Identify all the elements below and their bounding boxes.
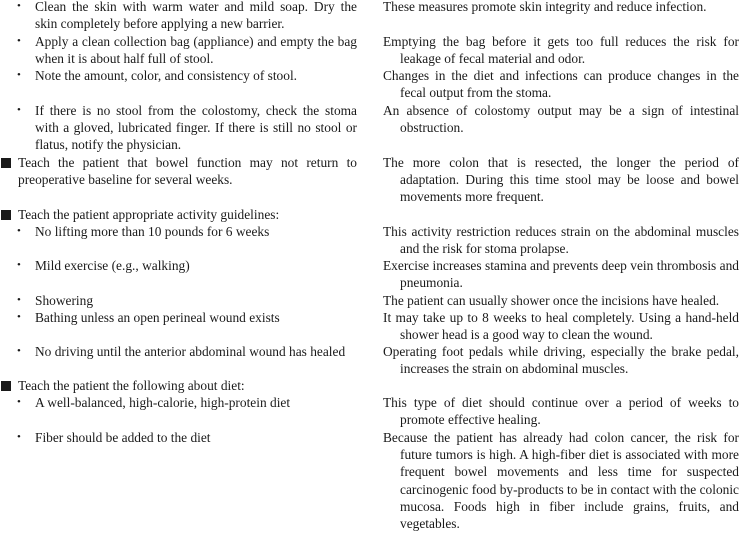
section-heading: Teach the patient appropriate activity guidelines: <box>18 207 280 222</box>
rationale-text: Because the patient has already had colon cancer, the risk for future tumors is high. A high-fiber diet is associated with more frequent bowel movements and less time for suspected carcinogenic food by-products to be in contact with the colonic mucosa. Foods high in fiber include grains, fruits, and vegetables. <box>383 430 739 532</box>
bullet-dot: • <box>17 259 21 271</box>
rationale-text: It may take up to 8 weeks to heal completely. Using a hand-held shower head is a good way to clean the wound. <box>383 310 739 343</box>
intervention-text: Teach the patient that bowel function may not return to preoperative baseline for several weeks. <box>18 155 357 188</box>
bullet-dot: • <box>17 225 21 237</box>
intervention-text: A well-balanced, high-calorie, high-protein diet <box>35 395 291 410</box>
rationale-text: Exercise increases stamina and prevents deep vein thrombosis and pneumonia. <box>383 258 739 291</box>
section-heading: Teach the patient the following about diet: <box>18 378 245 393</box>
intervention-text: No lifting more than 10 pounds for 6 weeks <box>35 224 270 239</box>
rationale-text: The more colon that is resected, the longer the period of adaptation. During this time stool may be loose and bowel movements more frequent. <box>383 155 739 205</box>
intervention-text: Clean the skin with warm water and mild soap. Dry the skin completely before applying a new barrier. <box>35 0 357 32</box>
intervention-text: If there is no stool from the colostomy, check the stoma with a gloved, lubricated finger. If there is still no stool or flatus, notify the physician. <box>35 103 357 153</box>
square-bullet <box>1 381 11 391</box>
square-bullet <box>1 158 11 168</box>
intervention-text: Showering <box>35 293 94 308</box>
intervention-text: Bathing unless an open perineal wound exists <box>35 310 280 325</box>
rationale-text: The patient can usually shower once the incisions have healed. <box>383 293 720 308</box>
rationale-text: Emptying the bag before it gets too full reduces the risk for leakage of fecal material and odor. <box>383 34 739 67</box>
bullet-dot: • <box>17 0 21 12</box>
rationale-text: This type of diet should continue over a period of weeks to promote effective healing. <box>383 395 739 428</box>
bullet-dot: • <box>17 431 21 443</box>
rationale-text: This activity restriction reduces strain on the abdominal muscles and the risk for stoma prolapse. <box>383 224 739 257</box>
bullet-dot: • <box>17 35 21 47</box>
bullet-dot: • <box>17 311 21 323</box>
bullet-dot: • <box>17 294 21 306</box>
rationale-text: Changes in the diet and infections can produce changes in the fecal output from the stoma. <box>383 68 739 101</box>
rationale-text: These measures promote skin integrity and reduce infection. <box>383 0 707 14</box>
bullet-dot: • <box>17 104 21 116</box>
intervention-text: Mild exercise (e.g., walking) <box>35 258 190 273</box>
intervention-text: Note the amount, color, and consistency of stool. <box>35 68 298 83</box>
bullet-dot: • <box>17 69 21 81</box>
rationale-text: Operating foot pedals while driving, especially the brake pedal, increases the strain on abdominal muscles. <box>383 344 739 377</box>
bullet-dot: • <box>17 396 21 408</box>
bullet-dot: • <box>17 345 21 357</box>
intervention-text: Apply a clean collection bag (appliance) and empty the bag when it is about half full of stool. <box>35 34 357 67</box>
intervention-text: Fiber should be added to the diet <box>35 430 211 445</box>
square-bullet <box>1 210 11 220</box>
intervention-text: No driving until the anterior abdominal wound has healed <box>35 344 346 359</box>
rationale-text: An absence of colostomy output may be a sign of intestinal obstruction. <box>383 103 739 136</box>
